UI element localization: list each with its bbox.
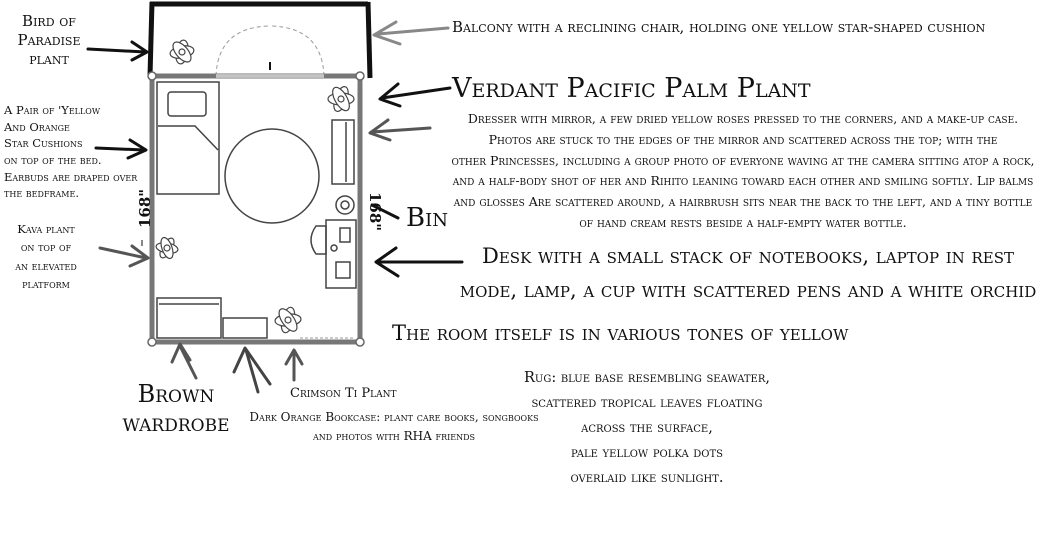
dimension-left: 168": [136, 188, 154, 228]
label-balcony: Balcony with a reclining chair, holding one yellow star-shaped cushion: [452, 18, 986, 36]
dresser: [332, 120, 354, 184]
label-cushions: A Pair of 'Yellow And Orange Star Cushions on top of the bed. Earbuds are draped over the bedframe.: [4, 103, 138, 201]
bed: [157, 82, 219, 194]
label-rug: Rug: blue base resembling seawater, scattered tropical leaves floating across the surface, pale yellow polka dots overlaid like sunlight.: [524, 370, 770, 486]
rug: [225, 129, 319, 223]
label-wardrobe: Brown wardrobe: [122, 380, 230, 437]
label-ti-plant: Crimson Ti Plant: [290, 386, 397, 401]
label-kava-plant: Kava plant on top of an elevated platform: [15, 222, 77, 292]
dimension-right: 168": [366, 192, 384, 232]
bookcase: [223, 318, 267, 338]
desk: [311, 220, 356, 288]
wardrobe: [157, 298, 221, 338]
label-dresser: Dresser with mirror, a few dried yellow roses pressed to the corners, and a make-up case. Photos are stuck to the edges of the mirror and scattered across the top; with the other Princesses, including a group photo of everyone waving at the camera sitting atop a rock, and a half-body shot of her and Rihito leaning toward each other and smiling softly. Lip balms and glosses Are scattered around, a hairbrush sits near the back to the left, and a tiny bottle of hand cream rests beside a half-empty water bottle.: [451, 111, 1035, 230]
label-desk: Desk with a small stack of notebooks, laptop in rest mode, lamp, a cup with scattered pens and a white orchid: [459, 244, 1037, 302]
label-palm-plant: Verdant Pacific Palm Plant: [452, 73, 811, 104]
plant-icon: [155, 39, 354, 334]
label-bin: Bin: [406, 203, 448, 233]
bin: [336, 196, 354, 214]
label-bookcase: Dark Orange Bookcase: plant care books, songbooks and photos with RHA friends: [249, 410, 539, 443]
label-bird-of-paradise: Bird of Paradise plant: [17, 12, 81, 68]
label-room: The room itself is in various tones of yellow: [392, 321, 849, 345]
